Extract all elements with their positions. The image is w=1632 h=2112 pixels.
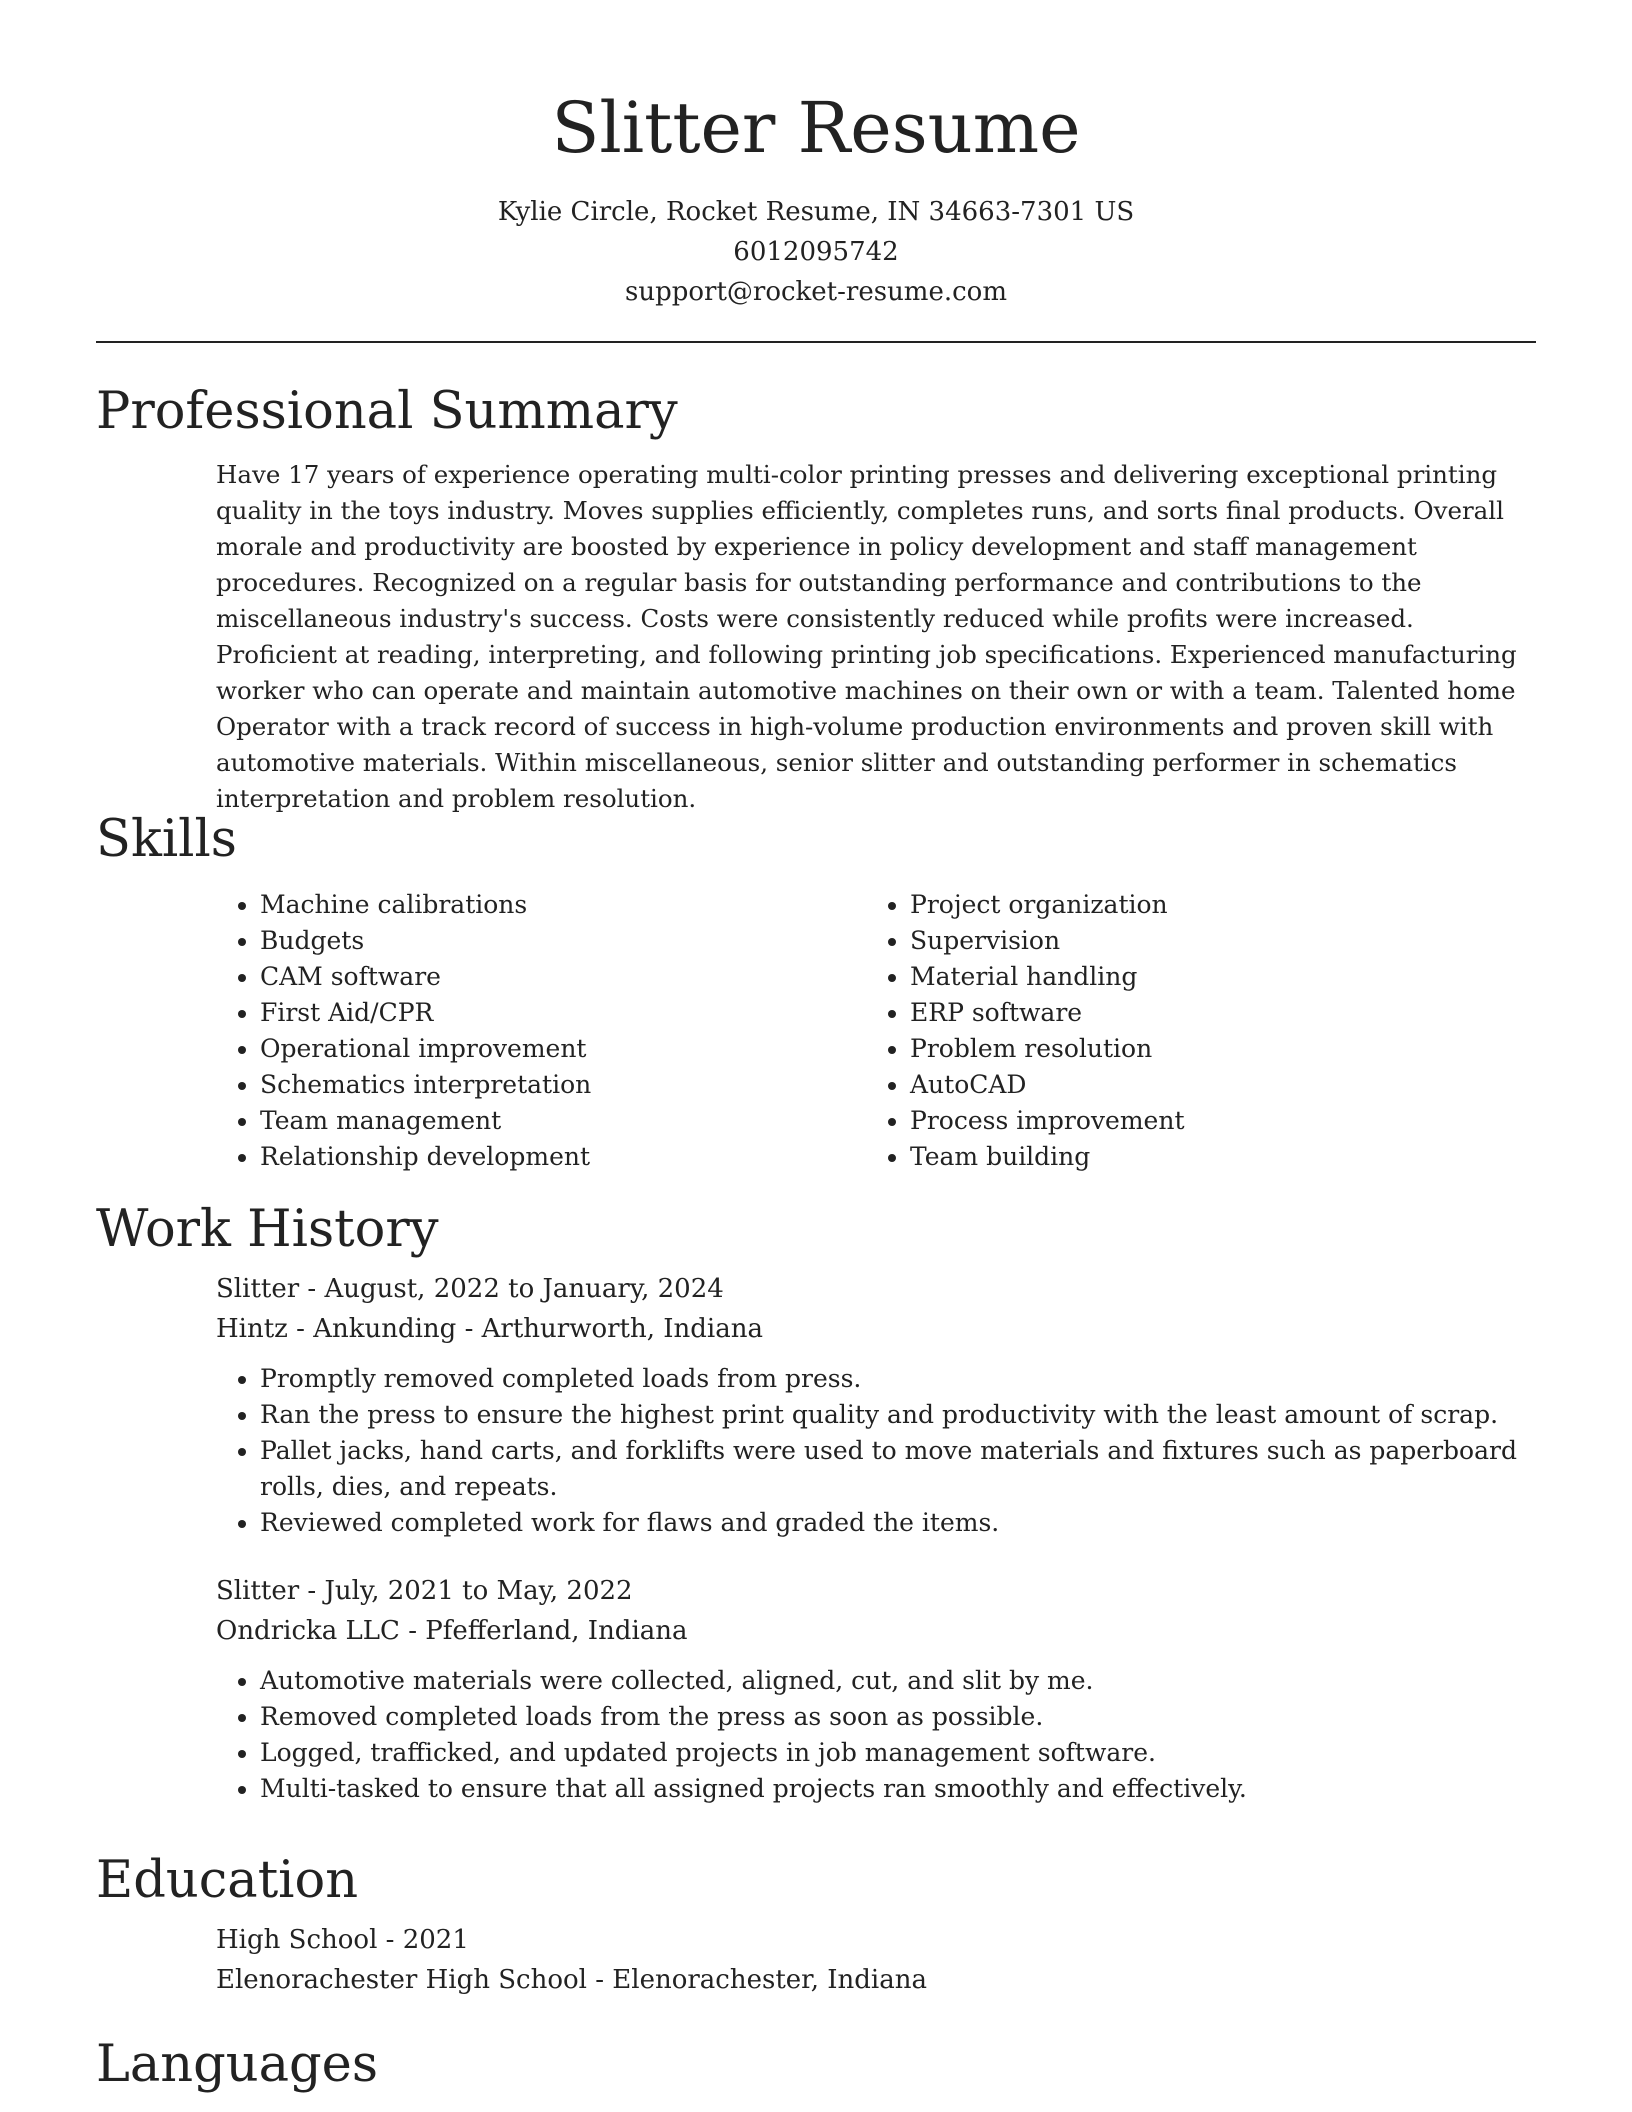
list-item: • Relationship development	[260, 1139, 866, 1175]
list-item: • Supervision	[910, 923, 1516, 959]
summary-text: Have 17 years of experience operating multi-color printing presses and delivering exceptional printing quality in the toys industry. Moves supplies efficiently, completes runs, and sorts final products. Overall morale and productivity are boosted by experience in policy development and staff management procedures. Recognized on a regular basis for outstanding performance and contributions to the miscellaneous industry's success. Costs were consistently reduced while profits were increased. Proficient at reading, interpreting, and following printing job specifications. Experienced manufacturing worker who can operate and maintain automotive machines on their own or with a team. Talented home Operator with a track record of success in high-volume production environments and proven skill with automotive materials. Within miscellaneous, senior slitter and outstanding performer in schematics interpretation and problem resolution.	[216, 460, 1517, 813]
contact-phone: 6012095742	[733, 237, 899, 267]
contact-address: Kylie Circle, Rocket Resume, IN 34663-7301 US	[497, 197, 1135, 227]
page-title: Slitter Resume	[551, 87, 1081, 169]
list-item: • Operational improvement	[260, 1031, 866, 1067]
education-heading: Education	[96, 1851, 359, 1910]
list-item: • Logged, trafficked, and updated projects in job management software.	[260, 1735, 1520, 1771]
list-item: • Problem resolution	[910, 1031, 1516, 1067]
contact-email: support@rocket-resume.com	[624, 277, 1007, 307]
list-item: • Removed completed loads from the press as soon as possible.	[260, 1699, 1520, 1735]
skills-list-right	[866, 887, 1516, 1175]
summary-section	[96, 381, 1536, 817]
list-item: • CAM software	[260, 959, 866, 995]
list-item: • Project organization	[910, 887, 1516, 923]
skills-columns	[216, 887, 1536, 1175]
header-divider	[96, 341, 1536, 343]
list-item: • Automotive materials were collected, aligned, cut, and slit by me.	[260, 1663, 1520, 1699]
list-item: • Reviewed completed work for flaws and graded the items.	[260, 1505, 1520, 1541]
languages-section	[96, 2034, 1536, 2096]
list-item: • Team management	[260, 1103, 866, 1139]
list-item: • Schematics interpretation	[260, 1067, 866, 1103]
skills-list-left	[216, 887, 866, 1175]
list-item: • Machine calibrations	[260, 887, 866, 923]
job-bullets	[216, 1361, 1520, 1541]
job-title-dates: Slitter - July, 2021 to May, 2022	[216, 1576, 633, 1606]
list-item: • Process improvement	[910, 1103, 1516, 1139]
job-title-dates: Slitter - August, 2022 to January, 2024	[216, 1274, 724, 1304]
education-degree-year: High School - 2021	[216, 1925, 469, 1955]
summary-heading: Professional Summary	[96, 382, 678, 441]
list-item: • Multi-tasked to ensure that all assigned projects ran smoothly and effectively.	[260, 1771, 1520, 1807]
education-entry	[216, 1920, 1536, 2000]
list-item: • Team building	[910, 1139, 1516, 1175]
skills-section	[96, 809, 1536, 1175]
job-company: Hintz - Ankunding - Arthurworth, Indiana	[216, 1314, 763, 1344]
resume-header	[0, 0, 1632, 312]
education-school: Elenorachester High School - Elenorachester, Indiana	[216, 1965, 927, 1995]
list-item: • Material handling	[910, 959, 1516, 995]
languages-heading: Languages	[96, 2035, 379, 2094]
list-item: • ERP software	[910, 995, 1516, 1031]
education-section	[96, 1850, 1536, 2000]
job-bullets	[216, 1663, 1520, 1807]
skills-heading: Skills	[96, 810, 237, 869]
job-entry	[216, 1269, 1536, 1541]
work-history-section	[96, 1199, 1536, 1807]
list-item: • Pallet jacks, hand carts, and forklifts were used to move materials and fixtures such as paperboard rolls, dies, and repeats.	[260, 1433, 1520, 1505]
list-item: • Ran the press to ensure the highest print quality and productivity with the least amount of scrap.	[260, 1397, 1520, 1433]
job-company: Ondricka LLC - Pfefferland, Indiana	[216, 1616, 688, 1646]
list-item: • Promptly removed completed loads from press.	[260, 1361, 1520, 1397]
list-item: • First Aid/CPR	[260, 995, 866, 1031]
list-item: • Budgets	[260, 923, 866, 959]
work-history-heading: Work History	[96, 1200, 439, 1259]
list-item: • AutoCAD	[910, 1067, 1516, 1103]
job-entry	[216, 1571, 1536, 1807]
